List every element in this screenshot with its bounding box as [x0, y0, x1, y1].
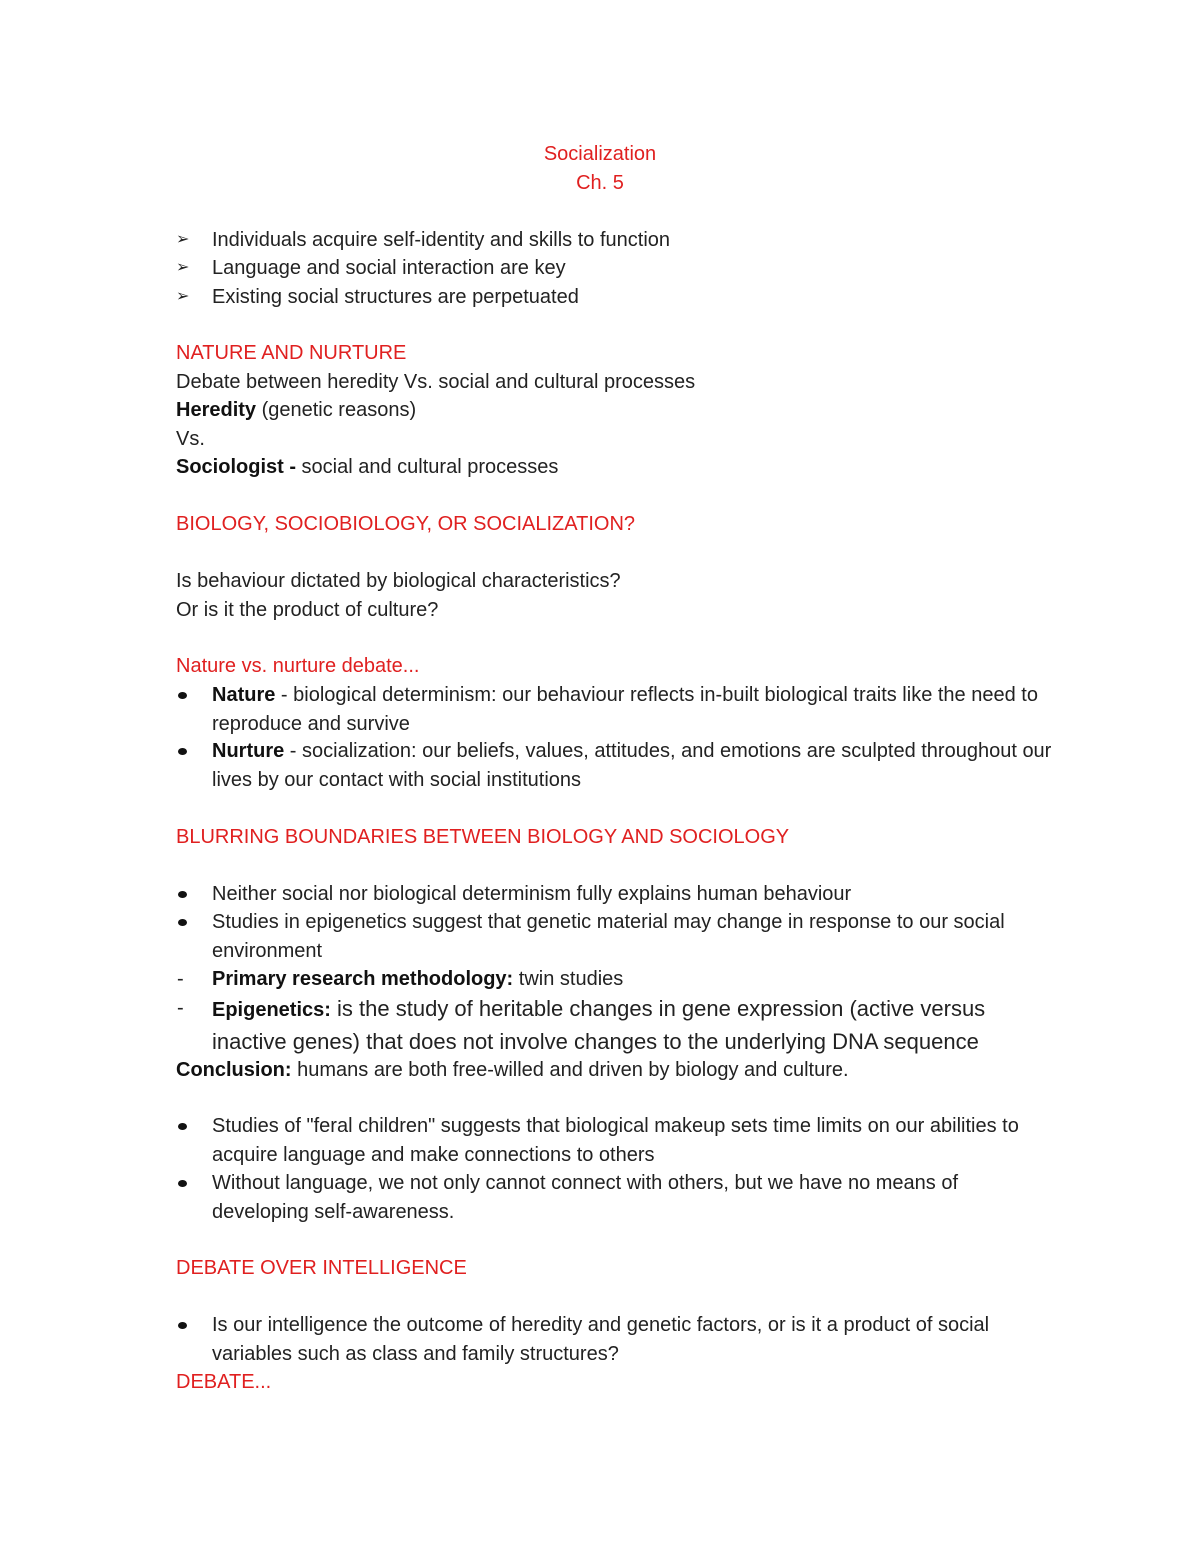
- paragraph: Vs.: [176, 428, 205, 450]
- section-heading: BIOLOGY, SOCIOBIOLOGY, OR SOCIALIZATION?: [176, 513, 636, 535]
- doc-title: Socialization: [543, 143, 657, 165]
- arrowhead-icon: ➢: [176, 288, 190, 305]
- section-heading: NATURE AND NURTURE: [176, 342, 407, 364]
- paragraph: Sociologist - social and cultural processes: [176, 456, 559, 478]
- bullet-dot-icon: [178, 748, 187, 755]
- section-heading: DEBATE OVER INTELLIGENCE: [176, 1257, 467, 1279]
- bullet-dot-icon: [178, 1322, 187, 1329]
- dash-marker: -: [177, 997, 184, 1019]
- bullet-dot-icon: [178, 1123, 187, 1130]
- term-label: Conclusion:: [176, 1059, 292, 1081]
- paragraph: Or is it the product of culture?: [176, 599, 439, 621]
- paragraph: Is behaviour dictated by biological characteristics?: [176, 570, 621, 592]
- section-subheading: Nature vs. nurture debate...: [176, 655, 420, 677]
- arrowhead-icon: ➢: [176, 231, 190, 248]
- arrowhead-icon: ➢: [176, 259, 190, 276]
- bullet-dot-icon: [178, 1180, 187, 1187]
- section-footer: DEBATE...: [176, 1371, 272, 1393]
- term-label: Sociologist -: [176, 456, 296, 478]
- dash-marker: -: [177, 968, 184, 990]
- doc-subtitle: Ch. 5: [576, 172, 624, 194]
- paragraph: Heredity (genetic reasons): [176, 399, 417, 421]
- term-label: Nature: [212, 684, 276, 706]
- term-label: Epigenetics:: [212, 999, 331, 1021]
- term-label: Heredity: [176, 399, 257, 421]
- section-heading: BLURRING BOUNDARIES BETWEEN BIOLOGY AND SOCIOLOGY: [176, 826, 790, 848]
- bullet-dot-icon: [178, 891, 187, 898]
- term-label: Primary research methodology:: [212, 968, 514, 990]
- paragraph: Debate between heredity Vs. social and cultural processes: [176, 371, 696, 393]
- bullet-dot-icon: [178, 692, 187, 699]
- paragraph: Conclusion: humans are both free-willed and driven by biology and culture.: [176, 1059, 849, 1081]
- bullet-dot-icon: [178, 919, 187, 926]
- term-label: Nurture: [212, 740, 285, 762]
